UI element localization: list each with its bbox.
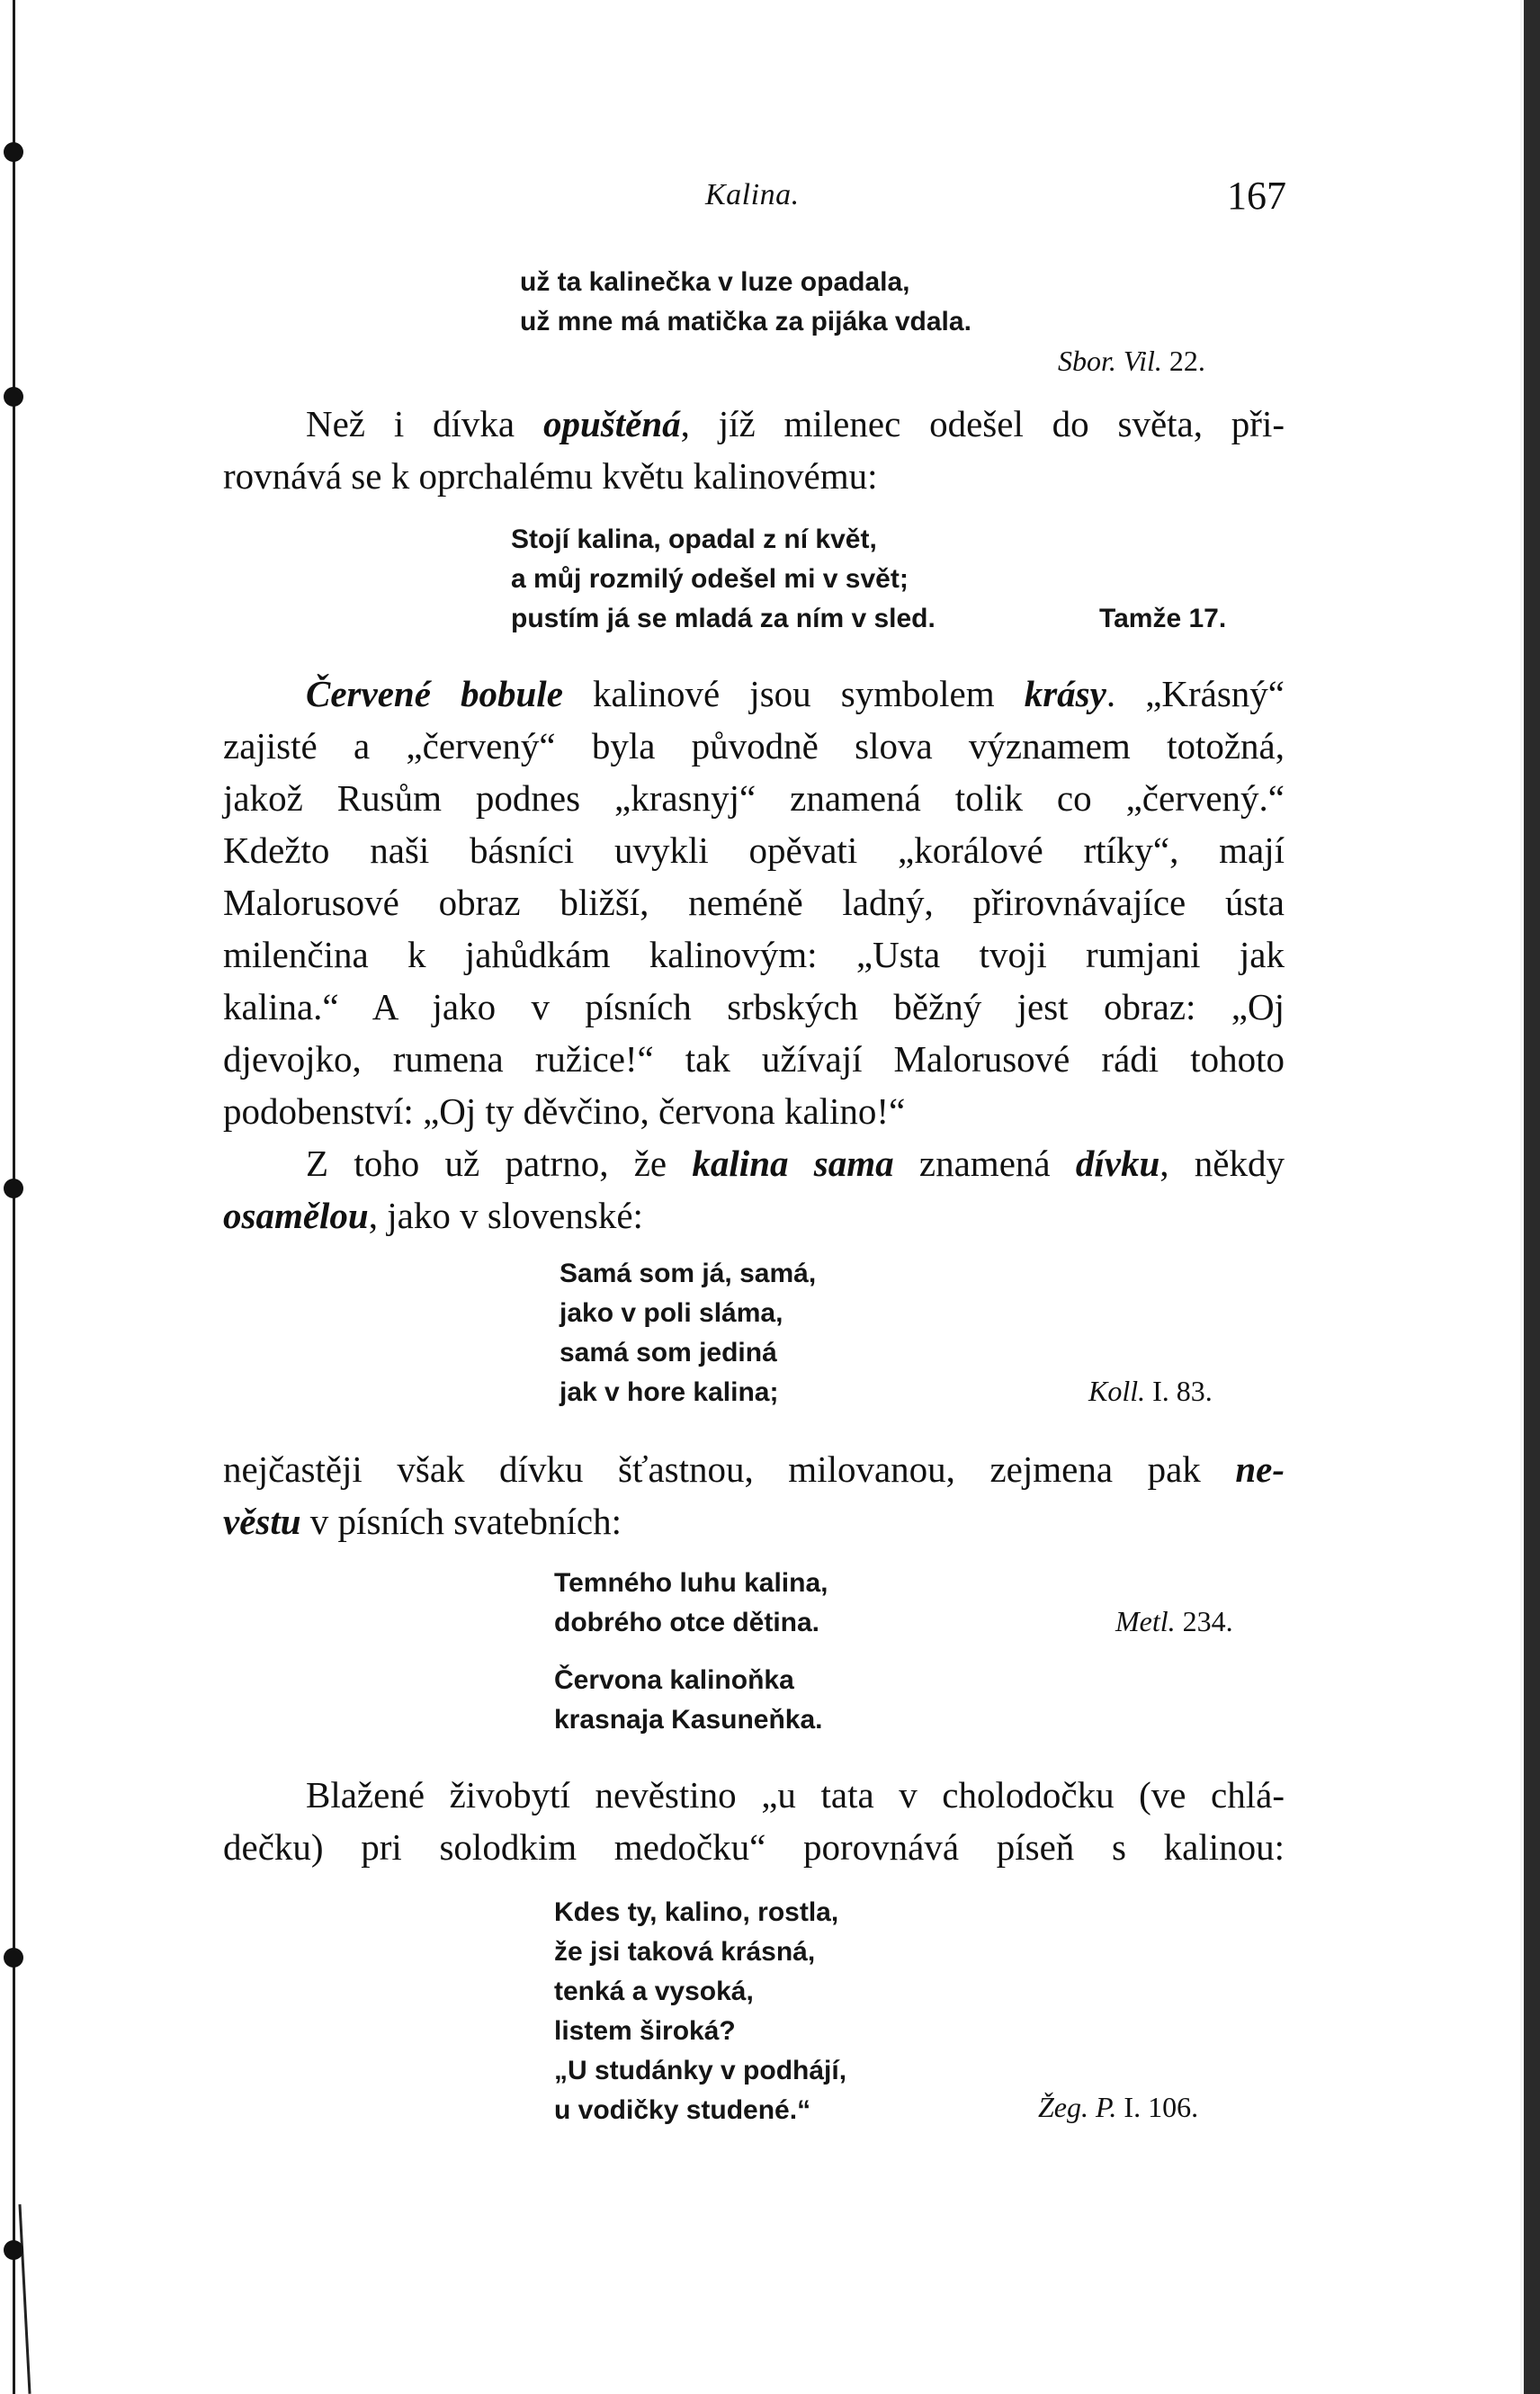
- citation-source: Žeg. P.: [1038, 2091, 1117, 2123]
- citation-number: I. 106.: [1124, 2091, 1199, 2123]
- citation: [1058, 345, 1205, 378]
- binding-hole: [4, 1179, 23, 1198]
- paragraph: [223, 1443, 1285, 1547]
- verse-line: krasnaja Kasuneňka.: [554, 1705, 823, 1735]
- verse-line: už ta kalinečka v luze opadala,: [520, 267, 910, 297]
- verse-line: u vodičky studené.“: [554, 2095, 811, 2125]
- verse-block: [520, 263, 971, 342]
- verse-line: Samá som já, samá,: [560, 1259, 817, 1288]
- text-line: kalina.“ A jako v písních srbských běžný jest obraz: „Oj: [223, 986, 1285, 1027]
- citation-number: 22.: [1168, 345, 1205, 377]
- scan-edge-gap: [1520, 0, 1524, 2394]
- verse-line: a můj rozmilý odešel mi v svět;: [511, 564, 909, 594]
- verse-block: [560, 1254, 816, 1412]
- binding-hole: [4, 387, 23, 407]
- verse-line: listem široká?: [554, 2016, 736, 2046]
- text-line: Blažené živobytí nevěstino „u tata v cholodočku (ve chlá-: [306, 1774, 1285, 1816]
- text-line: Červené bobule kalinové jsou symbolem krásy. „Krásný“: [306, 673, 1285, 714]
- verse-line: že jsi taková krásná,: [554, 1937, 816, 1967]
- binding-hole: [4, 1948, 23, 1968]
- paragraph: [223, 398, 1285, 502]
- verse-block: [511, 520, 936, 639]
- verse-block: [554, 1661, 823, 1740]
- verse-line: jako v poli sláma,: [560, 1298, 783, 1328]
- scan-edge-left-stroke: [18, 2204, 31, 2394]
- citation-source: Metl.: [1115, 1605, 1176, 1637]
- verse-line: tenká a vysoká,: [554, 1977, 754, 2006]
- text-line: djevojko, rumena ružice!“ tak užívají Malorusové rádi tohoto: [223, 1038, 1285, 1080]
- citation: Tamže 17.: [1099, 604, 1227, 633]
- text-line: milenčina k jahůdkám kalinovým: „Usta tvoji rumjani jak: [223, 934, 1285, 975]
- text-line: podobenství: „Oj ty děvčino, červona kalino!“: [223, 1090, 906, 1132]
- verse-line: pustím já se mladá za ním v sled.: [511, 604, 936, 633]
- page-header: [225, 176, 1286, 221]
- verse-line: Kdes ty, kalino, rostla,: [554, 1897, 839, 1927]
- verse-line: Stojí kalina, opadal z ní květ,: [511, 525, 877, 554]
- citation: [1088, 1375, 1213, 1408]
- verse-line: Temného luhu kalina,: [554, 1568, 828, 1598]
- verse-line: samá som jediná: [560, 1338, 777, 1367]
- text-line: Z toho už patrno, že kalina sama znamená dívku, někdy: [306, 1143, 1285, 1184]
- text-line: Malorusové obraz bližší, neméně ladný, přirovnávajíce ústa: [223, 882, 1285, 923]
- text-line: zajisté a „červený“ byla původně slova významem totožná,: [223, 725, 1285, 767]
- text-line: dečku) pri solodkim medočku“ porovnává píseň s kalinou:: [223, 1826, 1285, 1868]
- paragraph: [223, 668, 1285, 1137]
- citation-number: 234.: [1182, 1605, 1233, 1637]
- text-line: nejčastěji však dívku šťastnou, milovanou, zejmena pak ne-: [223, 1448, 1285, 1490]
- verse-line: „U studánky v podhájí,: [554, 2056, 847, 2085]
- text-line: osamělou, jako v slovenské:: [223, 1195, 643, 1236]
- verse-line: už mne má matička za pijáka vdala.: [520, 307, 971, 336]
- verse-line: Červona kalinoňka: [554, 1665, 794, 1695]
- citation-number: I. 83.: [1152, 1375, 1213, 1407]
- verse-line: dobrého otce dětina.: [554, 1608, 820, 1637]
- scan-edge-right: [1524, 0, 1540, 2394]
- text-line: věstu v písních svatebních:: [223, 1501, 622, 1542]
- running-title: Kalina.: [705, 178, 800, 211]
- citation: [1115, 1605, 1233, 1638]
- verse-block: [554, 1564, 828, 1643]
- citation: [1038, 2091, 1198, 2124]
- binding-hole: [4, 2240, 23, 2260]
- page-number: 167: [1227, 174, 1286, 218]
- verse-line: jak v hore kalina;: [560, 1377, 779, 1407]
- text-line: Kdežto naši básníci uvykli opěvati „korálové rtíky“, mají: [223, 829, 1285, 871]
- citation-source: Koll.: [1088, 1375, 1146, 1407]
- paragraph: [223, 1137, 1285, 1242]
- text-line: rovnává se k oprchalému květu kalinovému:: [223, 455, 878, 497]
- binding-hole: [4, 142, 23, 162]
- paragraph: [223, 1769, 1285, 1873]
- citation-source: Sbor. Vil.: [1058, 345, 1162, 377]
- verse-block: [554, 1893, 846, 2130]
- text-line: Než i dívka opuštěná, jíž milenec odešel do světa, při-: [306, 403, 1285, 444]
- text-line: jakož Rusům podnes „krasnyj“ znamená tolik co „červený.“: [223, 777, 1285, 819]
